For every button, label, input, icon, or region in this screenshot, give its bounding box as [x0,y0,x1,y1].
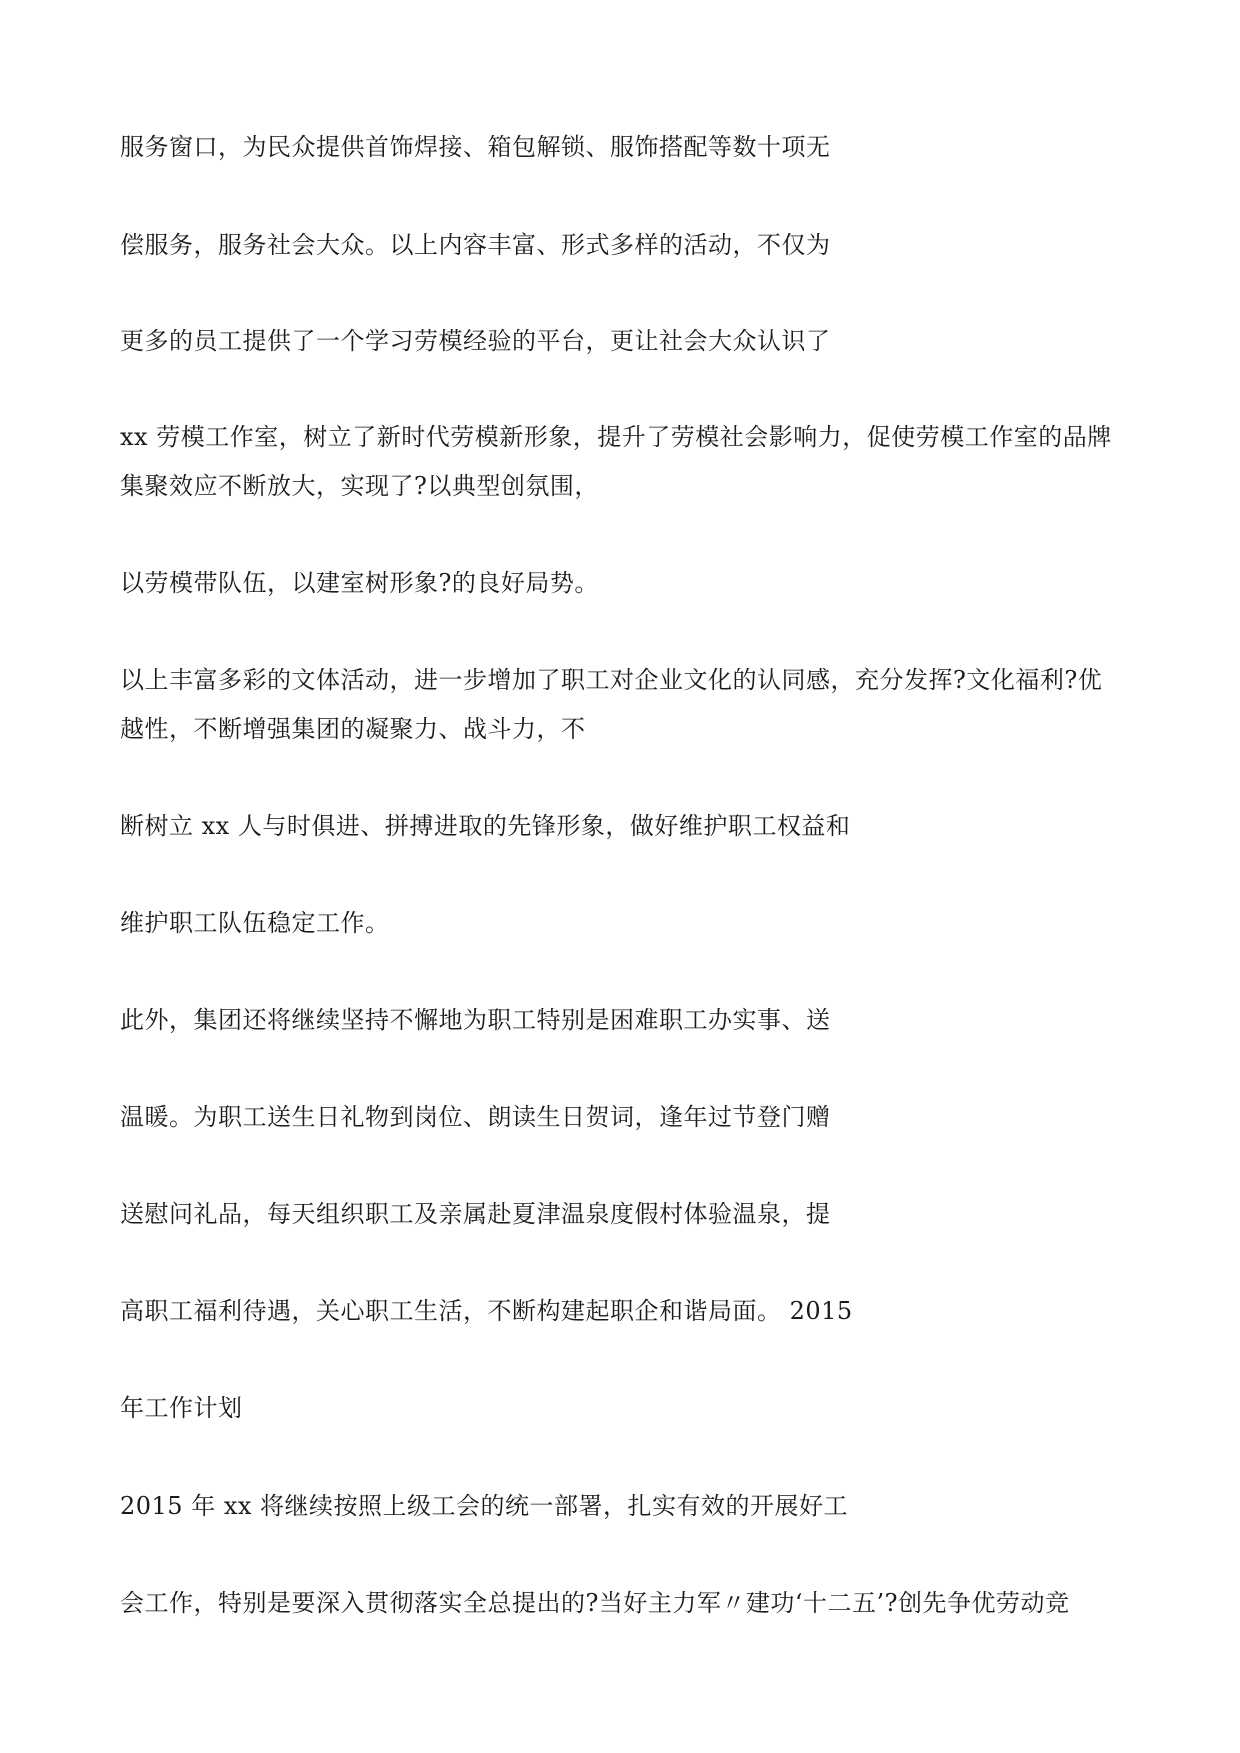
text-line-3: 更多的员工提供了一个学习劳模经验的平台，更让社会大众认识了 [120,327,831,355]
text-line-12: 温暖。为职工送生日礼物到岗位、朗读生日贺词，逢年过节登门赠 [120,1103,831,1131]
text-line-17: 会工作，特别是要深入贯彻落实全总提出的?当好主力军〃建功‘十二五’?创先争优劳动竞 [120,1589,1070,1617]
text-line-9: 断树立 xx 人与时俱进、拼搏进取的先锋形象，做好维护职工权益和 [120,812,851,840]
text-line-4: xx 劳模工作室，树立了新时代劳模新形象，提升了劳模社会影响力，促使劳模工作室的品牌 [120,423,1112,451]
text-line-15: 年工作计划 [120,1394,243,1422]
text-line-5: 集聚效应不断放大，实现了?以典型创氛围， [120,472,599,500]
text-line-6: 以劳模带队伍，以建室树形象?的良好局势。 [120,569,599,597]
text-line-8: 越性，不断增强集团的凝聚力、战斗力，不 [120,715,586,743]
text-line-10: 维护职工队伍稳定工作。 [120,909,390,937]
text-line-11: 此外，集团还将继续坚持不懈地为职工特别是困难职工办实事、送 [120,1006,831,1034]
text-line-2: 偿服务，服务社会大众。以上内容丰富、形式多样的活动，不仅为 [120,231,831,259]
text-line-14: 高职工福利待遇，关心职工生活，不断构建起职企和谐局面。 2015 [120,1297,853,1325]
text-line-16: 2015 年 xx 将继续按照上级工会的统一部署，扎实有效的开展好工 [120,1492,849,1520]
text-line-1: 服务窗口，为民众提供首饰焊接、箱包解锁、服饰搭配等数十项无 [120,133,831,161]
text-line-13: 送慰问礼品，每天组织职工及亲属赴夏津温泉度假村体验温泉，提 [120,1200,831,1228]
text-line-7: 以上丰富多彩的文体活动，进一步增加了职工对企业文化的认同感，充分发挥?文化福利?优 [120,666,1103,694]
